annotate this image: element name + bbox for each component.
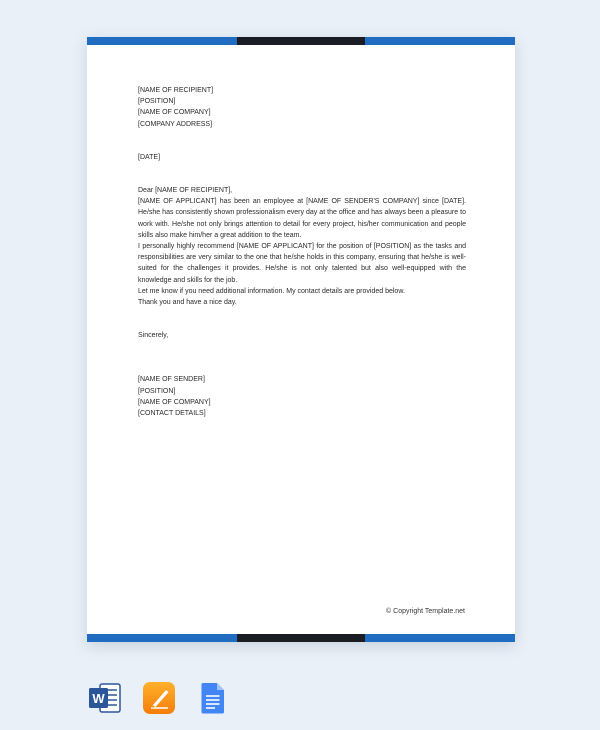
recipient-company: [NAME OF COMPANY] — [138, 109, 211, 117]
recipient-address: [COMPANY ADDRESS] — [138, 120, 213, 128]
google-docs-icon[interactable] — [196, 681, 230, 715]
copyright-text: © Copyright Template.net — [386, 608, 465, 615]
svg-text:W: W — [92, 691, 105, 706]
paragraph-1: [NAME OF APPLICANT] has been an employee at [NAME OF SENDER'S COMPANY] since [DATE]. He/she has consistently shown professionalism every day at the office and has always been a pleasure to work with. He/she not only brings attention to detail for every project, his/her communication and people skills also make him/her a great addition to the team. — [138, 198, 466, 239]
sender-company: [NAME OF COMPANY] — [138, 398, 211, 406]
sender-position: [POSITION] — [138, 387, 176, 395]
recipient-name: [NAME OF RECIPIENT] — [138, 87, 214, 94]
letter-body — [138, 85, 466, 419]
sender-contact: [CONTACT DETAILS] — [138, 410, 206, 418]
pages-icon[interactable] — [142, 681, 176, 715]
recipient-position: [POSITION] — [138, 98, 176, 106]
paragraph-3: Let me know if you need additional information. My contact details are provided below. — [138, 287, 405, 295]
letter-date: [DATE] — [138, 153, 161, 161]
download-format-icons — [88, 681, 230, 715]
word-icon[interactable] — [88, 681, 122, 715]
sender-name: [NAME OF SENDER] — [138, 376, 205, 384]
top-accent-bar — [87, 37, 515, 45]
closing: Sincerely, — [138, 332, 169, 340]
paragraph-4: Thank you and have a nice day. — [138, 299, 237, 307]
document-page — [87, 37, 515, 642]
sender-block — [138, 374, 466, 419]
recipient-block — [138, 85, 466, 130]
paragraph-2: I personally highly recommend [NAME OF APPLICANT] for the position of [POSITION] as the tasks and responsibilities are very similar to the one that he/she holds in this company, ensuring that he/she is well-suited for the challenges it provides. He/she is not only talented but also well-equipped with the knowledge and skills for the job. — [138, 243, 466, 284]
bottom-accent-bar — [87, 634, 515, 642]
salutation: Dear [NAME OF RECIPIENT], — [138, 187, 233, 195]
